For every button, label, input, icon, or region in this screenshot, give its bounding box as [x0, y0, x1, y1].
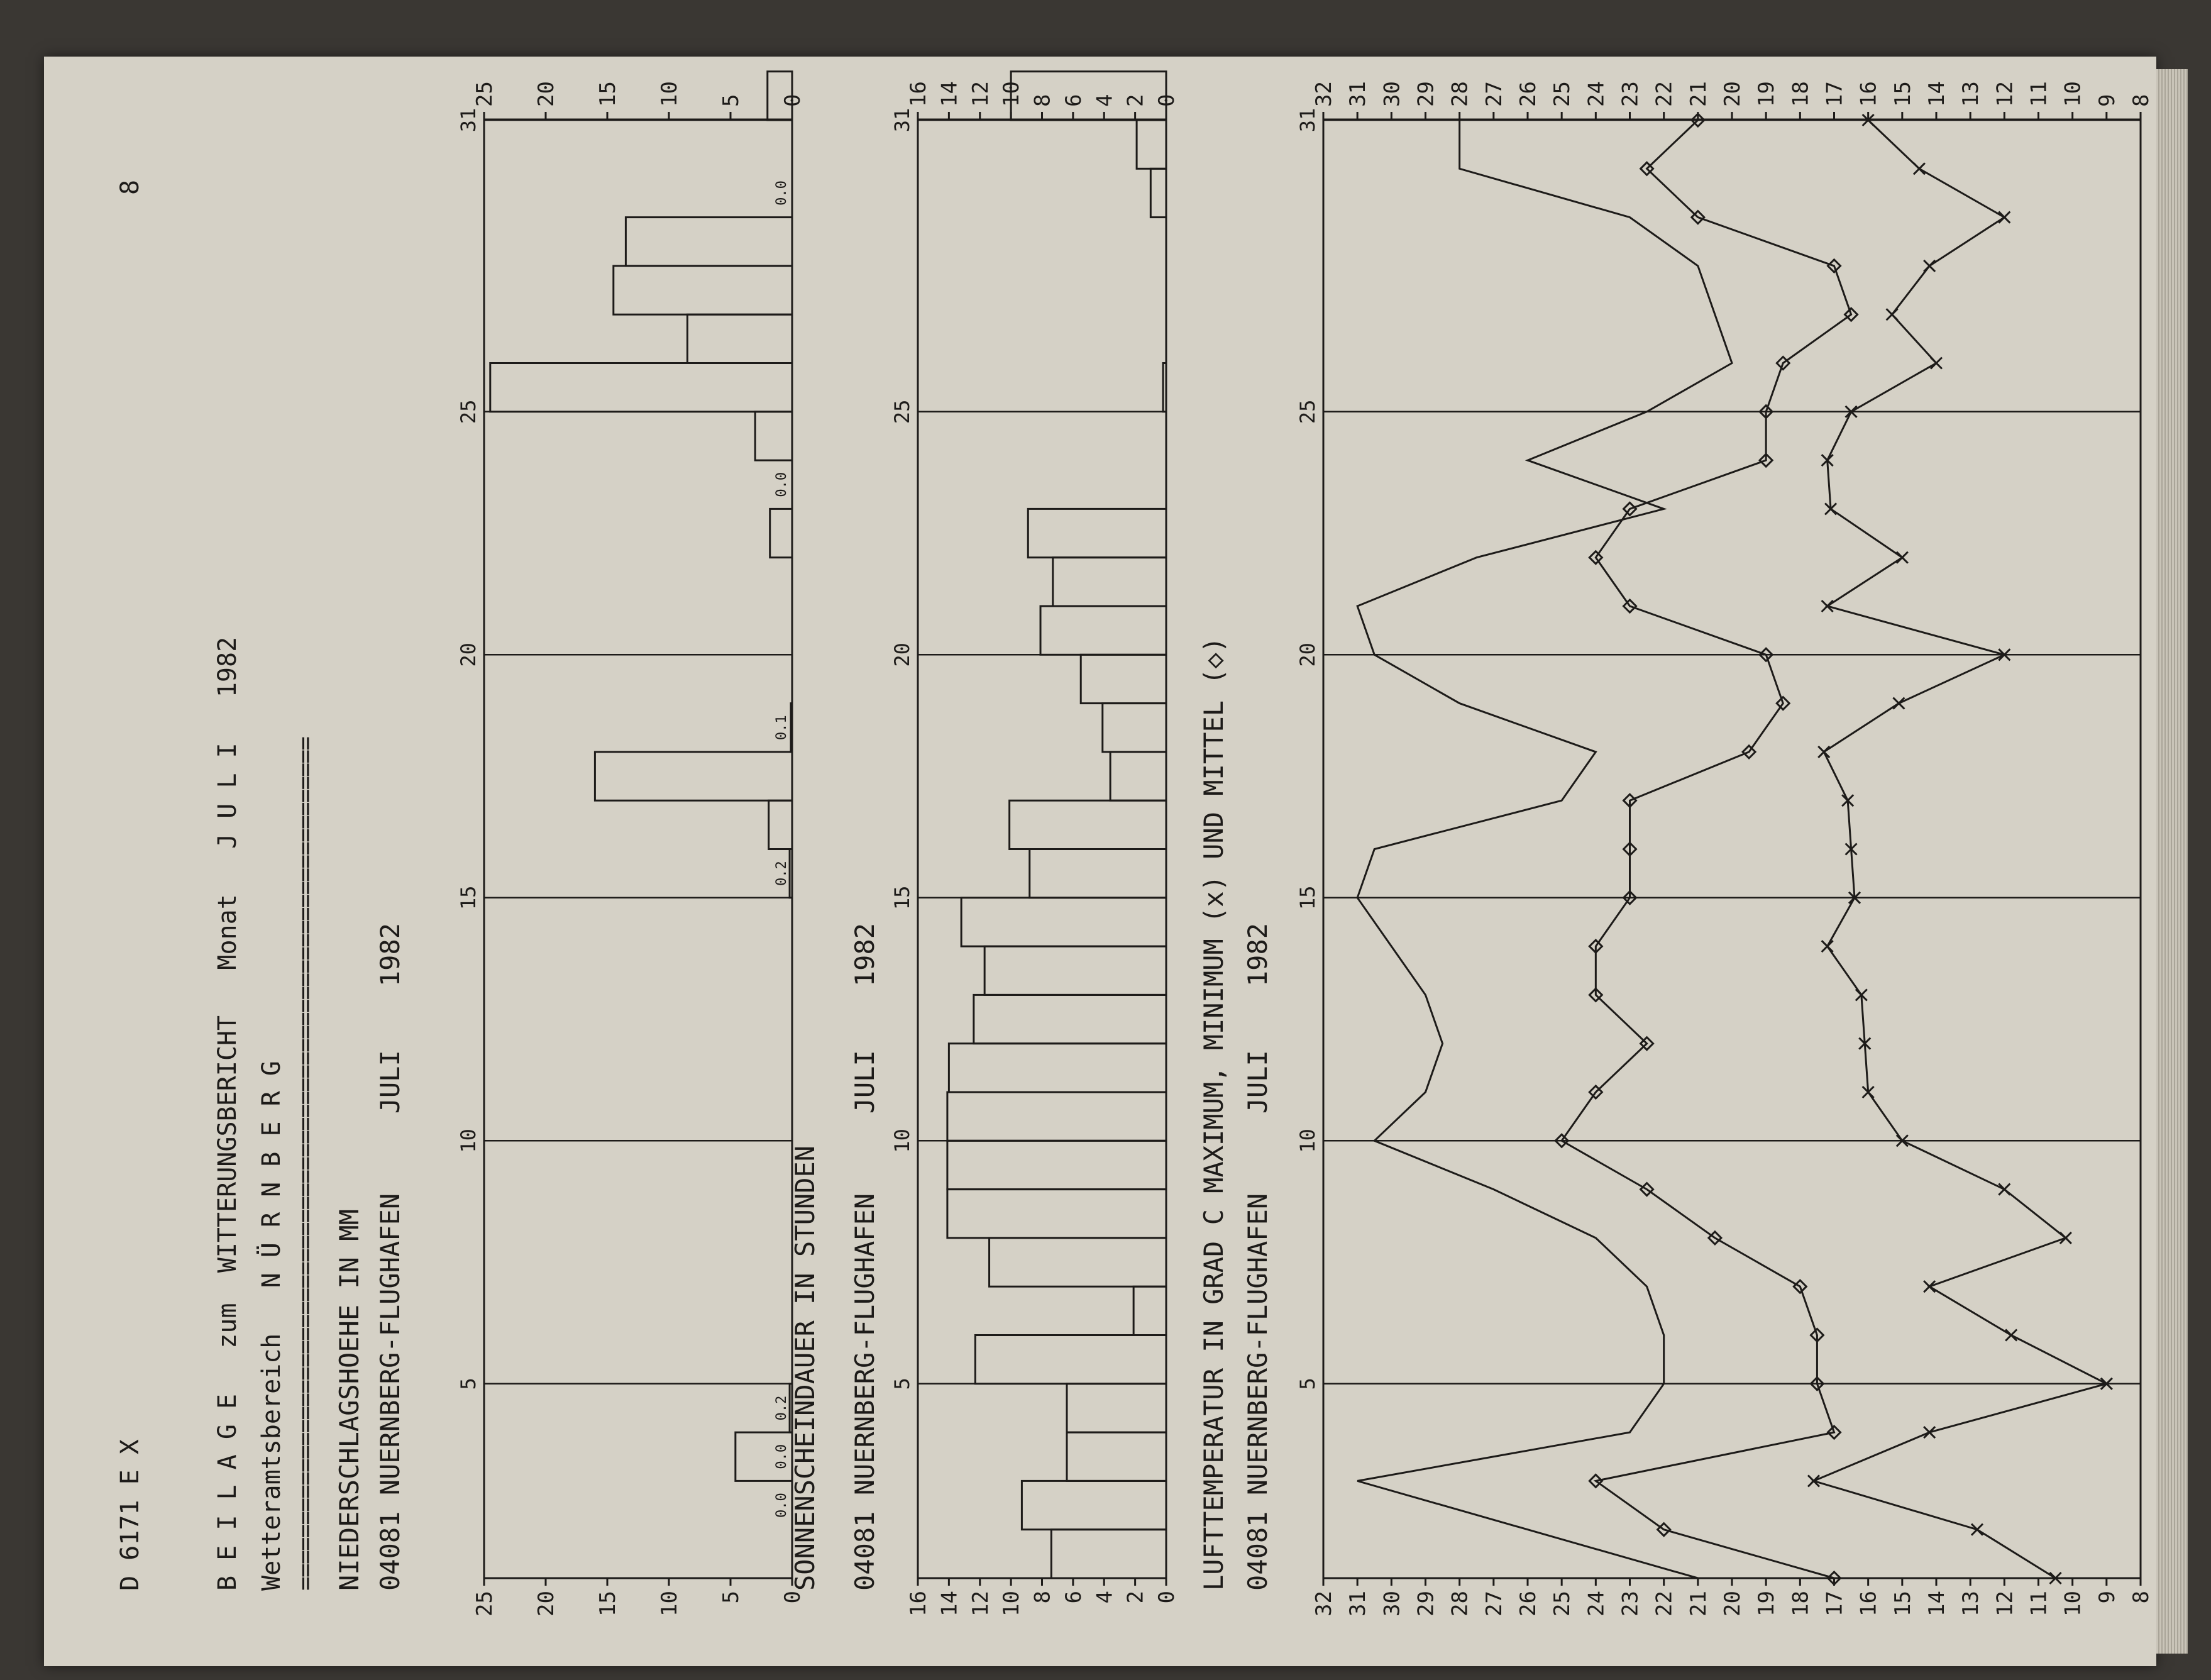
minimum-marker-day-8	[2060, 1232, 2071, 1244]
y-tick-label: 8	[2129, 94, 2154, 107]
bar-value-label: 0.2	[774, 861, 790, 887]
series-line-0	[1357, 120, 1732, 1578]
precipitation-chart-subtitle: 04081 NUERNBERG-FLUGHAFEN JULI 1982	[375, 922, 405, 1591]
y-tick-label: 16	[1856, 81, 1882, 107]
double-rule: =================================================================	[291, 737, 319, 1591]
bar-day-13	[984, 946, 1166, 995]
minimum-marker-day-30	[1914, 163, 1925, 174]
minimum-marker-day-9	[1999, 1184, 2010, 1195]
bar-day-29	[1150, 169, 1166, 217]
bar-day-25	[490, 363, 792, 412]
y-tick-label: 17	[1822, 1591, 1848, 1616]
y-tick-label: 29	[1413, 1591, 1439, 1616]
bar-value-label: 0.0	[774, 472, 790, 497]
bar-day-18	[791, 704, 792, 752]
y-tick-label: 30	[1379, 81, 1405, 107]
x-tick-label: 20	[1296, 643, 1320, 667]
y-tick-label: 10	[2060, 1591, 2086, 1616]
sunshine-chart-title: SONNENSCHEINDAUER IN STUNDEN	[790, 1145, 820, 1591]
x-tick-label: 5	[456, 1378, 480, 1390]
sunshine-chart	[790, 72, 1179, 1616]
x-tick-label: 20	[456, 643, 480, 667]
bar-day-5	[975, 1335, 1166, 1384]
y-tick-label: 20	[1720, 1591, 1745, 1616]
y-tick-label: 5	[719, 1591, 744, 1604]
bar-day-11	[949, 1044, 1166, 1092]
minimum-marker-day-7	[1924, 1281, 1935, 1292]
bar-day-4	[1067, 1384, 1166, 1432]
bar-day-15	[1030, 849, 1166, 898]
minimum-marker-day-3	[1808, 1475, 1819, 1486]
x-tick-label: 5	[890, 1378, 914, 1390]
bar-value-label: 0.0	[774, 1444, 790, 1469]
y-tick-label: 31	[1345, 81, 1371, 107]
y-tick-label: 20	[534, 81, 559, 107]
precipitation-chart	[334, 72, 805, 1616]
bar-day-6	[1133, 1286, 1166, 1335]
y-tick-label: 23	[1618, 1591, 1643, 1616]
y-tick-label: 26	[1516, 81, 1541, 107]
y-tick-label: 5	[719, 94, 744, 107]
minimum-marker-day-19	[1893, 698, 1904, 709]
minimum-marker-day-18	[1818, 746, 1829, 758]
x-tick-label: 25	[890, 399, 914, 424]
x-tick-label: 20	[890, 643, 914, 667]
x-tick-label: 15	[1296, 885, 1320, 910]
bar-day-3	[1067, 1432, 1166, 1481]
y-tick-label: 10	[657, 1591, 682, 1616]
y-tick-label: 15	[1890, 1591, 1916, 1616]
bar-day-22	[770, 509, 792, 557]
y-tick-label: 29	[1413, 81, 1439, 107]
y-tick-label: 4	[1092, 1591, 1118, 1604]
y-tick-label: 25	[472, 1591, 497, 1616]
y-tick-label: 8	[1030, 1591, 1056, 1604]
x-tick-label: 5	[1296, 1378, 1320, 1390]
bar-day-8	[947, 1190, 1166, 1238]
y-tick-label: 16	[906, 1591, 931, 1616]
bar-value-label: 0.1	[774, 715, 790, 741]
precipitation-chart-title: NIEDERSCHLAGSHOEHE IN MM	[334, 1209, 365, 1591]
minimum-marker-day-27	[1887, 309, 1898, 320]
bar-day-27	[614, 266, 792, 314]
y-tick-label: 22	[1651, 1591, 1677, 1616]
y-tick-label: 22	[1651, 81, 1677, 107]
y-tick-label: 12	[968, 1591, 993, 1616]
y-tick-label: 15	[595, 1591, 620, 1616]
y-tick-label: 10	[2060, 81, 2086, 107]
minimum-marker-day-2	[1971, 1524, 1983, 1535]
x-tick-label: 10	[456, 1129, 480, 1153]
bar-day-19	[1081, 655, 1166, 703]
bar-day-24	[755, 412, 792, 460]
y-tick-label: 25	[1550, 1591, 1575, 1616]
bar-day-17	[595, 752, 792, 800]
y-tick-label: 0	[780, 1591, 805, 1604]
y-tick-label: 6	[1061, 94, 1086, 107]
y-tick-label: 12	[1992, 81, 2018, 107]
minimum-marker-day-22	[1897, 552, 1908, 563]
minimum-marker-day-14	[1822, 941, 1833, 952]
x-tick-label: 31	[1296, 108, 1320, 133]
y-tick-label: 2	[1123, 94, 1149, 107]
y-tick-label: 23	[1618, 81, 1643, 107]
bar-day-16	[769, 800, 792, 849]
y-tick-label: 19	[1754, 1591, 1780, 1616]
y-tick-label: 8	[2129, 1591, 2154, 1604]
bar-day-15	[790, 849, 792, 898]
y-tick-label: 24	[1584, 1591, 1609, 1616]
y-tick-label: 11	[2026, 1591, 2052, 1616]
book-page-stack	[2156, 69, 2188, 1654]
y-tick-label: 16	[1856, 1591, 1882, 1616]
series-line-2	[1562, 120, 1851, 1578]
y-tick-label: 9	[2094, 1591, 2120, 1604]
y-tick-label: 28	[1447, 81, 1473, 107]
y-tick-label: 8	[1030, 94, 1056, 107]
scanned-page	[44, 57, 2156, 1666]
y-tick-label: 21	[1685, 81, 1711, 107]
bar-day-26	[687, 314, 792, 363]
y-tick-label: 13	[1958, 1591, 1984, 1616]
bar-day-20	[1040, 606, 1166, 655]
x-tick-label: 15	[890, 885, 914, 910]
minimum-marker-day-6	[2005, 1330, 2017, 1341]
x-tick-label: 10	[890, 1129, 914, 1153]
series-line-1	[1814, 120, 2107, 1578]
bar-day-10	[947, 1092, 1166, 1141]
y-tick-label: 14	[1924, 1591, 1949, 1616]
bar-day-17	[1110, 752, 1166, 800]
page-number: 8	[116, 179, 145, 195]
x-tick-label: 25	[456, 399, 480, 424]
y-tick-label: 13	[1958, 81, 1984, 107]
report-subtitle: Wetteramtsbereich N Ü R N B E R G	[257, 1061, 286, 1591]
y-tick-label: 12	[1992, 1591, 2018, 1616]
bar-day-28	[626, 218, 792, 266]
bar-day-25	[1163, 363, 1166, 412]
y-tick-label: 11	[2026, 81, 2052, 107]
y-tick-label: 4	[1092, 94, 1118, 107]
bar-day-2	[1022, 1481, 1166, 1529]
y-tick-label: 18	[1788, 1591, 1814, 1616]
bar-day-16	[1010, 800, 1166, 849]
temperature-chart-title: LUFTTEMPERATUR IN GRAD C MAXIMUM, MINIMUM (x) UND MITTEL (◇)	[1198, 636, 1229, 1591]
minimum-marker-day-21	[1822, 600, 1833, 612]
temperature-chart-subtitle: 04081 NUERNBERG-FLUGHAFEN JULI 1982	[1242, 922, 1273, 1591]
minimum-marker-day-28	[1924, 260, 1935, 272]
y-tick-label: 17	[1822, 81, 1848, 107]
y-tick-label: 24	[1584, 81, 1609, 107]
x-tick-label: 15	[456, 885, 480, 910]
y-tick-label: 18	[1788, 81, 1814, 107]
y-tick-label: 25	[1550, 81, 1575, 107]
report-canvas	[44, 57, 2156, 1666]
y-tick-label: 10	[657, 81, 682, 107]
y-tick-label: 12	[968, 81, 993, 107]
y-tick-label: 20	[534, 1591, 559, 1616]
y-tick-label: 26	[1516, 1591, 1541, 1616]
bar-day-14	[961, 898, 1166, 946]
bar-day-18	[1103, 704, 1166, 752]
y-tick-label: 32	[1311, 81, 1337, 107]
y-tick-label: 31	[1345, 1591, 1371, 1616]
y-tick-label: 14	[937, 1591, 962, 1616]
sunshine-chart-subtitle: 04081 NUERNBERG-FLUGHAFEN JULI 1982	[849, 922, 880, 1591]
y-tick-label: 15	[1890, 81, 1916, 107]
bar-day-30	[1137, 120, 1166, 169]
y-tick-label: 10	[999, 1591, 1025, 1616]
y-tick-label: 16	[906, 81, 931, 107]
bar-day-7	[990, 1238, 1166, 1286]
report-title: B E I L A G E zum WITTERUNGSBERICHT Monat J U L I 1982	[213, 636, 242, 1591]
y-tick-label: 10	[999, 81, 1025, 107]
y-tick-label: 15	[595, 81, 620, 107]
rotated-page-content	[44, 57, 2156, 1666]
y-tick-label: 0	[1154, 1591, 1179, 1604]
y-tick-label: 0	[1154, 94, 1179, 107]
temperature-chart	[1198, 81, 2154, 1616]
y-tick-label: 9	[2094, 94, 2120, 107]
x-tick-label: 31	[890, 108, 914, 133]
y-tick-label: 0	[780, 94, 805, 107]
y-tick-label: 19	[1754, 81, 1780, 107]
bar-value-label: 0.0	[774, 1493, 790, 1518]
y-tick-label: 2	[1123, 1591, 1149, 1604]
bar-day-21	[1053, 558, 1166, 606]
y-tick-label: 32	[1311, 1591, 1337, 1616]
minimum-marker-day-4	[1924, 1427, 1935, 1438]
bar-day-12	[974, 995, 1166, 1043]
bar-value-label: 0.2	[774, 1395, 790, 1421]
x-tick-label: 10	[1296, 1129, 1320, 1153]
x-tick-label: 25	[1296, 399, 1320, 424]
bar-day-9	[947, 1141, 1166, 1189]
y-tick-label: 30	[1379, 1591, 1405, 1616]
document-code: D 6171 E X	[116, 1439, 145, 1591]
y-tick-label: 14	[937, 81, 962, 107]
y-tick-label: 6	[1061, 1591, 1086, 1604]
y-tick-label: 14	[1924, 81, 1949, 107]
bar-day-1	[1051, 1530, 1166, 1578]
bar-day-22	[1028, 509, 1166, 557]
y-tick-label: 27	[1481, 81, 1507, 107]
x-tick-label: 31	[456, 108, 480, 133]
y-tick-label: 21	[1685, 1591, 1711, 1616]
y-tick-label: 27	[1481, 1591, 1507, 1616]
minimum-marker-day-26	[1931, 358, 1942, 369]
y-tick-label: 25	[472, 81, 497, 107]
y-tick-label: 20	[1720, 81, 1745, 107]
y-tick-label: 28	[1447, 1591, 1473, 1616]
bar-value-label: 0.0	[774, 180, 790, 206]
minimum-marker-day-29	[1999, 212, 2010, 223]
